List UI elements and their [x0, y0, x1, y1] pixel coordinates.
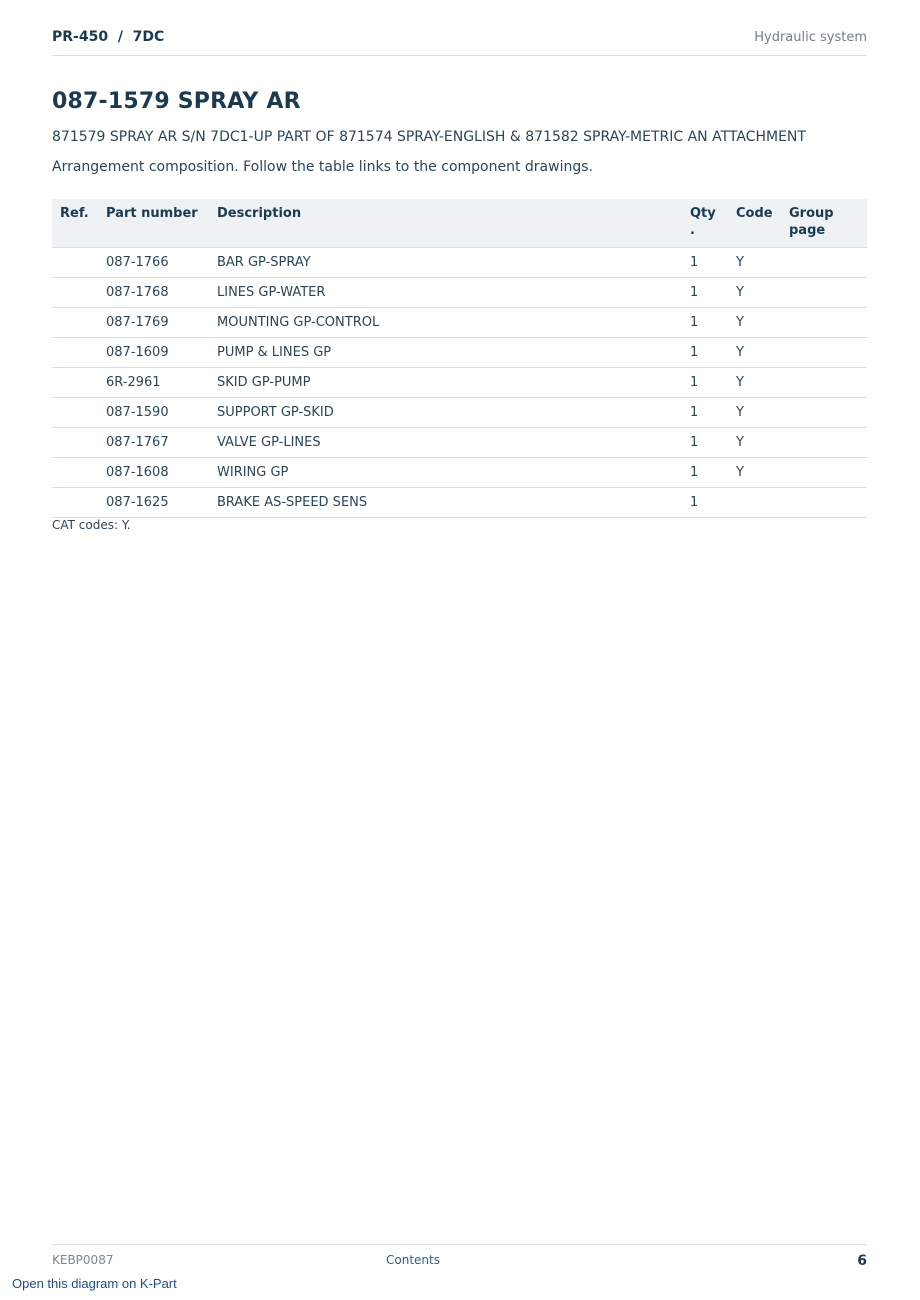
- cell-qty: 1: [682, 338, 728, 368]
- column-header-code: Code: [728, 199, 781, 248]
- cell-group-page: [781, 428, 867, 458]
- cell-code: Y: [728, 278, 781, 308]
- cell-qty: 1: [682, 458, 728, 488]
- cell-code: Y: [728, 308, 781, 338]
- cell-description: PUMP & LINES GP: [209, 338, 682, 368]
- cell-qty: 1: [682, 428, 728, 458]
- cell-description: WIRING GP: [209, 458, 682, 488]
- table-header-row: [52, 199, 867, 248]
- cell-description: BRAKE AS-SPEED SENS: [209, 488, 682, 518]
- arrangement-description: 871579 SPRAY AR S/N 7DC1-UP PART OF 871574 SPRAY-ENGLISH & 871582 SPRAY-METRIC AN ATTACHMENT: [52, 129, 806, 145]
- table-row[interactable]: [52, 368, 867, 398]
- column-header-ref: Ref.: [52, 199, 98, 248]
- cell-code: Y: [728, 398, 781, 428]
- cell-description: VALVE GP-LINES: [209, 428, 682, 458]
- cell-group-page: [781, 278, 867, 308]
- open-kpart-link[interactable]: Open this diagram on K-Part: [12, 1276, 177, 1291]
- cell-part-number: 087-1766: [98, 248, 209, 278]
- cell-part-number: 087-1625: [98, 488, 209, 518]
- cell-ref: [52, 398, 98, 428]
- qty-header-dot: .: [690, 223, 695, 238]
- table-row[interactable]: [52, 278, 867, 308]
- qty-header-label: Qty: [690, 206, 716, 221]
- table-row[interactable]: [52, 428, 867, 458]
- intro-text: Arrangement composition. Follow the table links to the component drawings.: [52, 159, 593, 175]
- cell-group-page: [781, 458, 867, 488]
- parts-table: [52, 199, 867, 518]
- cell-part-number: 087-1608: [98, 458, 209, 488]
- cell-group-page: [781, 368, 867, 398]
- cell-ref: [52, 458, 98, 488]
- cell-group-page: [781, 488, 867, 518]
- cell-qty: 1: [682, 308, 728, 338]
- model-serial-label: PR-450 / 7DC: [52, 29, 165, 45]
- cell-description: MOUNTING GP-CONTROL: [209, 308, 682, 338]
- cell-qty: 1: [682, 368, 728, 398]
- cell-part-number: 087-1768: [98, 278, 209, 308]
- table-row[interactable]: [52, 338, 867, 368]
- cell-part-number: 087-1769: [98, 308, 209, 338]
- page-footer: [52, 1244, 867, 1275]
- cell-part-number: 087-1767: [98, 428, 209, 458]
- cell-qty: 1: [682, 248, 728, 278]
- section-title: Hydraulic system: [754, 30, 867, 45]
- cell-ref: [52, 368, 98, 398]
- cell-description: BAR GP-SPRAY: [209, 248, 682, 278]
- cell-ref: [52, 488, 98, 518]
- cell-qty: 1: [682, 398, 728, 428]
- contents-link[interactable]: Contents: [386, 1253, 440, 1267]
- page-header: [52, 29, 867, 56]
- cell-group-page: [781, 248, 867, 278]
- cell-code: Y: [728, 458, 781, 488]
- document-page: [52, 0, 867, 1300]
- cell-ref: [52, 338, 98, 368]
- document-id: KEBP0087: [52, 1253, 114, 1267]
- cell-ref: [52, 278, 98, 308]
- cell-description: SKID GP-PUMP: [209, 368, 682, 398]
- cell-description: SUPPORT GP-SKID: [209, 398, 682, 428]
- column-header-qty: [682, 199, 728, 248]
- table-row[interactable]: [52, 458, 867, 488]
- cell-code: [728, 488, 781, 518]
- cell-qty: 1: [682, 278, 728, 308]
- page-number: 6: [857, 1253, 867, 1269]
- cell-ref: [52, 428, 98, 458]
- cell-ref: [52, 308, 98, 338]
- page-title: 087-1579 SPRAY AR: [52, 89, 301, 114]
- cell-part-number: 6R-2961: [98, 368, 209, 398]
- cell-part-number: 087-1609: [98, 338, 209, 368]
- cell-code: Y: [728, 428, 781, 458]
- cell-group-page: [781, 398, 867, 428]
- column-header-group-page: Group page: [781, 199, 867, 248]
- cell-group-page: [781, 308, 867, 338]
- cell-description: LINES GP-WATER: [209, 278, 682, 308]
- table-row[interactable]: [52, 488, 867, 518]
- cell-code: Y: [728, 368, 781, 398]
- cell-qty: 1: [682, 488, 728, 518]
- cell-part-number: 087-1590: [98, 398, 209, 428]
- table-row[interactable]: [52, 398, 867, 428]
- table-row[interactable]: [52, 308, 867, 338]
- table-row[interactable]: [52, 248, 867, 278]
- cell-ref: [52, 248, 98, 278]
- column-header-description: Description: [209, 199, 682, 248]
- column-header-part-number: Part number: [98, 199, 209, 248]
- cell-code: Y: [728, 248, 781, 278]
- cell-code: Y: [728, 338, 781, 368]
- cat-codes-note: CAT codes: Y.: [52, 518, 131, 532]
- cell-group-page: [781, 338, 867, 368]
